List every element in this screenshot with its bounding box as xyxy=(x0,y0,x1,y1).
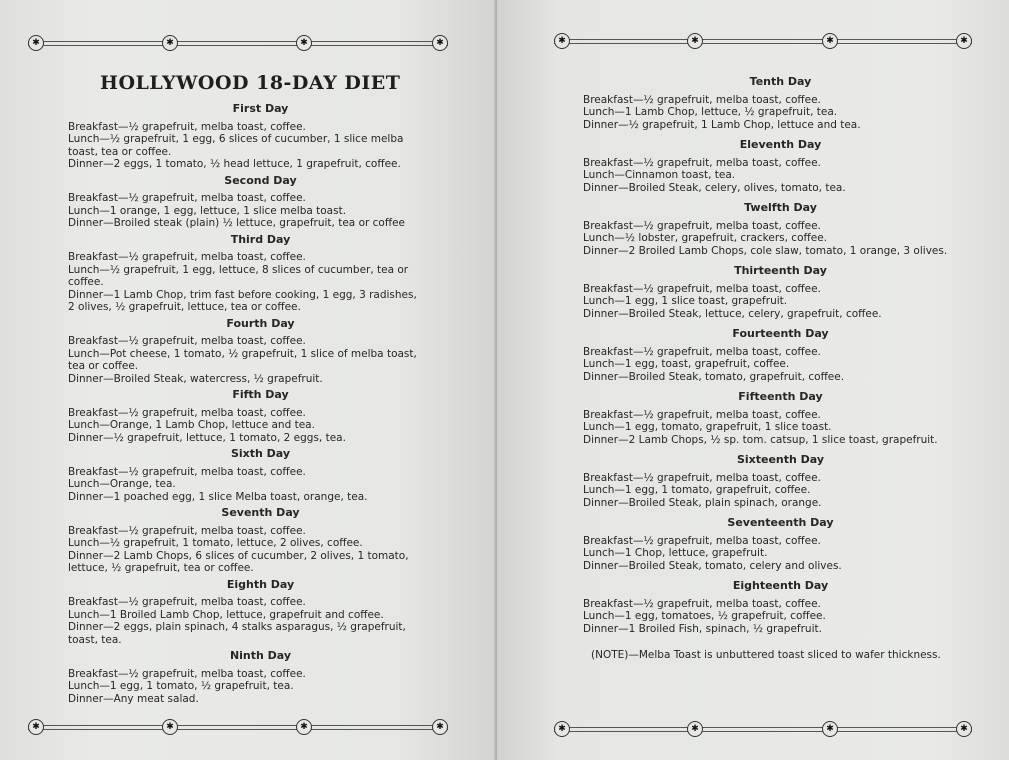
day-title: Fourth Day xyxy=(226,316,295,330)
meal-line: Lunch—1 Lamb Chop, lettuce, ½ grapefruit, tea. xyxy=(583,106,838,118)
top-border-left xyxy=(28,35,448,51)
day-title: Twelfth Day xyxy=(744,201,817,214)
meal-line: Breakfast—½ grapefruit, melba toast, coffee. xyxy=(68,596,306,608)
meal-line: Lunch—1 Broiled Lamb Chop, lettuce, grapefruit and coffee. xyxy=(68,608,384,621)
top-border-right xyxy=(554,33,972,49)
day-section xyxy=(583,517,978,572)
meal-line: lettuce, ½ grapefruit, tea or coffee. xyxy=(68,562,254,574)
star-ornament-icon: ✱ xyxy=(296,35,312,51)
meal-line: Dinner—1 Broiled Fish, spinach, ½ grapefruit. xyxy=(583,622,822,635)
day-section xyxy=(68,103,453,171)
meal-line: Breakfast—½ grapefruit, melba toast, coffee. xyxy=(583,219,821,232)
meal-line: Breakfast—½ grapefruit, melba toast, coffee. xyxy=(68,667,306,680)
star-ornament-icon: ✱ xyxy=(956,721,972,737)
day-title: Fourteenth Day xyxy=(732,327,829,340)
day-title: Ninth Day xyxy=(229,649,292,662)
meal-line: Breakfast—½ grapefruit, melba toast, coffee. xyxy=(583,345,821,358)
star-ornament-icon: ✱ xyxy=(554,33,570,49)
meal-line: toast, tea. xyxy=(68,633,122,646)
star-ornament-icon: ✱ xyxy=(687,33,703,49)
day-section xyxy=(68,507,453,575)
day-section xyxy=(68,234,453,314)
meal-line: Lunch—Pot cheese, 1 tomato, ½ grapefruit, 1 slice of melba toast, xyxy=(68,347,417,360)
meal-line: Dinner—Broiled Steak, lettuce, celery, grapefruit, coffee. xyxy=(583,307,882,320)
meal-line: Lunch—1 egg, toast, grapefruit, coffee. xyxy=(583,358,790,370)
meal-line: Dinner—2 Broiled Lamb Chops, cole slaw, tomato, 1 orange, 3 olives. xyxy=(583,244,948,257)
meal-line: Dinner—Broiled Steak, plain spinach, orange. xyxy=(583,496,822,509)
diet-column-right xyxy=(583,76,978,662)
day-section xyxy=(583,580,978,635)
day-section xyxy=(68,389,453,444)
meal-line: Dinner—½ grapefruit, 1 Lamb Chop, lettuce and tea. xyxy=(583,118,861,131)
meal-line: Lunch—½ lobster, grapefruit, crackers, coffee. xyxy=(583,232,827,244)
meal-line: Breakfast—½ grapefruit, melba toast, coffee. xyxy=(583,408,821,421)
diet-column-left xyxy=(68,103,453,709)
meal-line: Breakfast—½ grapefruit, melba toast, coffee. xyxy=(583,534,821,547)
right-page xyxy=(497,0,1009,760)
day-section xyxy=(583,139,978,194)
meal-line: Dinner—1 poached egg, 1 slice Melba toast, orange, tea. xyxy=(68,490,368,503)
melba-toast-note: (NOTE)—Melba Toast is unbuttered toast sliced to wafer thickness. xyxy=(591,649,941,661)
day-title: Eighth Day xyxy=(226,577,295,591)
meal-line: Dinner—Broiled Steak, watercress, ½ grapefruit. xyxy=(68,372,323,385)
star-ornament-icon: ✱ xyxy=(28,719,44,735)
meal-line: toast, tea or coffee. xyxy=(68,145,172,158)
star-ornament-icon: ✱ xyxy=(554,721,570,737)
day-section xyxy=(583,454,978,509)
meal-line: Dinner—1 Lamb Chop, trim fast before cooking, 1 egg, 3 radishes, xyxy=(68,288,417,301)
star-ornament-icon: ✱ xyxy=(822,721,838,737)
meal-line: Dinner—Broiled Steak, celery, olives, tomato, tea. xyxy=(583,181,846,194)
meal-line: Lunch—½ grapefruit, 1 egg, 6 slices of cucumber, 1 slice melba xyxy=(68,133,404,145)
bottom-border-right xyxy=(554,721,972,737)
meal-line: Breakfast—½ grapefruit, melba toast, coffee. xyxy=(583,597,821,610)
meal-line: Dinner—2 eggs, 1 tomato, ½ head lettuce, 1 grapefruit, coffee. xyxy=(68,158,401,170)
star-ornament-icon: ✱ xyxy=(162,719,178,735)
day-section xyxy=(68,448,453,503)
meal-line: 2 olives, ½ grapefruit, lettuce, tea or coffee. xyxy=(68,301,301,313)
day-title: Third Day xyxy=(230,232,291,246)
meal-line: Dinner—Broiled steak (plain) ½ lettuce, grapefruit, tea or coffee xyxy=(68,217,406,229)
star-ornament-icon: ✱ xyxy=(432,35,448,51)
day-section xyxy=(583,76,978,131)
bottom-border-left xyxy=(28,719,448,735)
star-ornament-icon: ✱ xyxy=(296,719,312,735)
meal-line: Breakfast—½ grapefruit, melba toast, coffee. xyxy=(68,335,306,347)
left-page xyxy=(0,0,497,760)
meal-line: Lunch—1 egg, 1 tomato, grapefruit, coffee. xyxy=(583,484,811,496)
star-ornament-icon: ✱ xyxy=(28,35,44,51)
meal-line: Breakfast—½ grapefruit, melba toast, coffee. xyxy=(583,471,821,484)
meal-line: Dinner—Broiled Steak, tomato, grapefruit, coffee. xyxy=(583,370,845,383)
day-section xyxy=(68,318,453,386)
meal-line: Breakfast—½ grapefruit, melba toast, coffee. xyxy=(68,120,306,133)
meal-line: Lunch—Orange, 1 Lamb Chop, lettuce and tea. xyxy=(68,419,315,431)
meal-line: Breakfast—½ grapefruit, melba toast, coffee. xyxy=(68,406,306,419)
day-title: Eighteenth Day xyxy=(732,579,829,592)
meal-line: Lunch—1 Chop, lettuce, grapefruit. xyxy=(583,547,768,559)
day-section xyxy=(583,265,978,320)
day-title: Thirteenth Day xyxy=(734,264,827,277)
star-ornament-icon: ✱ xyxy=(822,33,838,49)
meal-line: Breakfast—½ grapefruit, melba toast, coffee. xyxy=(68,251,306,263)
day-title: Eleventh Day xyxy=(739,138,822,151)
day-section xyxy=(68,579,453,647)
meal-line: tea or coffee. xyxy=(68,360,139,372)
meal-line: Lunch—1 orange, 1 egg, lettuce, 1 slice melba toast. xyxy=(68,204,347,217)
meal-line: Dinner—½ grapefruit, lettuce, 1 tomato, 2 eggs, tea. xyxy=(68,431,346,444)
day-section xyxy=(583,202,978,257)
meal-line: Breakfast—½ grapefruit, melba toast, coffee. xyxy=(68,465,306,478)
page-title: HOLLYWOOD 18-DAY DIET xyxy=(100,72,401,94)
day-title: Sixteenth Day xyxy=(736,453,825,466)
star-ornament-icon: ✱ xyxy=(687,721,703,737)
day-title: Seventeenth Day xyxy=(727,516,834,529)
meal-line: Dinner—Broiled Steak, tomato, celery and olives. xyxy=(583,559,842,572)
day-title: Fifteenth Day xyxy=(738,390,823,403)
meal-line: Breakfast—½ grapefruit, melba toast, coffee. xyxy=(583,93,821,106)
star-ornament-icon: ✱ xyxy=(162,35,178,51)
meal-line: Dinner—2 Lamb Chops, ½ sp. tom. catsup, 1 slice toast, grapefruit. xyxy=(583,433,938,446)
meal-line: Breakfast—½ grapefruit, melba toast, coffee. xyxy=(583,282,821,295)
meal-line: Breakfast—½ grapefruit, melba toast, coffee. xyxy=(68,524,306,537)
day-section xyxy=(583,391,978,446)
meal-line: Dinner—2 eggs, plain spinach, 4 stalks asparagus, ½ grapefruit, xyxy=(68,621,406,633)
day-title: Fifth Day xyxy=(232,388,289,401)
meal-line: Lunch—½ grapefruit, 1 egg, lettuce, 8 slices of cucumber, tea or xyxy=(68,263,409,276)
meal-line: Lunch—Cinnamon toast, tea. xyxy=(583,169,736,181)
meal-line: Lunch—1 egg, tomatoes, ½ grapefruit, coffee. xyxy=(583,610,826,622)
star-ornament-icon: ✱ xyxy=(956,33,972,49)
meal-line: Dinner—Any meat salad. xyxy=(68,692,199,705)
meal-line: Lunch—½ grapefruit, 1 tomato, lettuce, 2 olives, coffee. xyxy=(68,537,363,549)
day-section xyxy=(68,650,453,705)
day-title: Sixth Day xyxy=(230,447,291,460)
meal-line: Breakfast—½ grapefruit, melba toast, coffee. xyxy=(68,192,306,204)
day-title: Tenth Day xyxy=(749,75,812,88)
meal-line: Lunch—1 egg, 1 slice toast, grapefruit. xyxy=(583,295,788,307)
day-title: First Day xyxy=(232,102,289,115)
meal-line: Lunch—Orange, tea. xyxy=(68,478,176,490)
meal-line: coffee. xyxy=(68,276,104,288)
meal-line: Breakfast—½ grapefruit, melba toast, coffee. xyxy=(583,156,821,169)
day-section xyxy=(68,175,453,230)
day-section xyxy=(583,328,978,383)
star-ornament-icon: ✱ xyxy=(432,719,448,735)
day-title: Seventh Day xyxy=(221,506,300,519)
day-title: Second Day xyxy=(224,173,297,187)
meal-line: Dinner—2 Lamb Chops, 6 slices of cucumber, 2 olives, 1 tomato, xyxy=(68,549,409,562)
meal-line: Lunch—1 egg, tomato, grapefruit, 1 slice toast. xyxy=(583,421,832,433)
meal-line: Lunch—1 egg, 1 tomato, ½ grapefruit, tea. xyxy=(68,680,294,692)
